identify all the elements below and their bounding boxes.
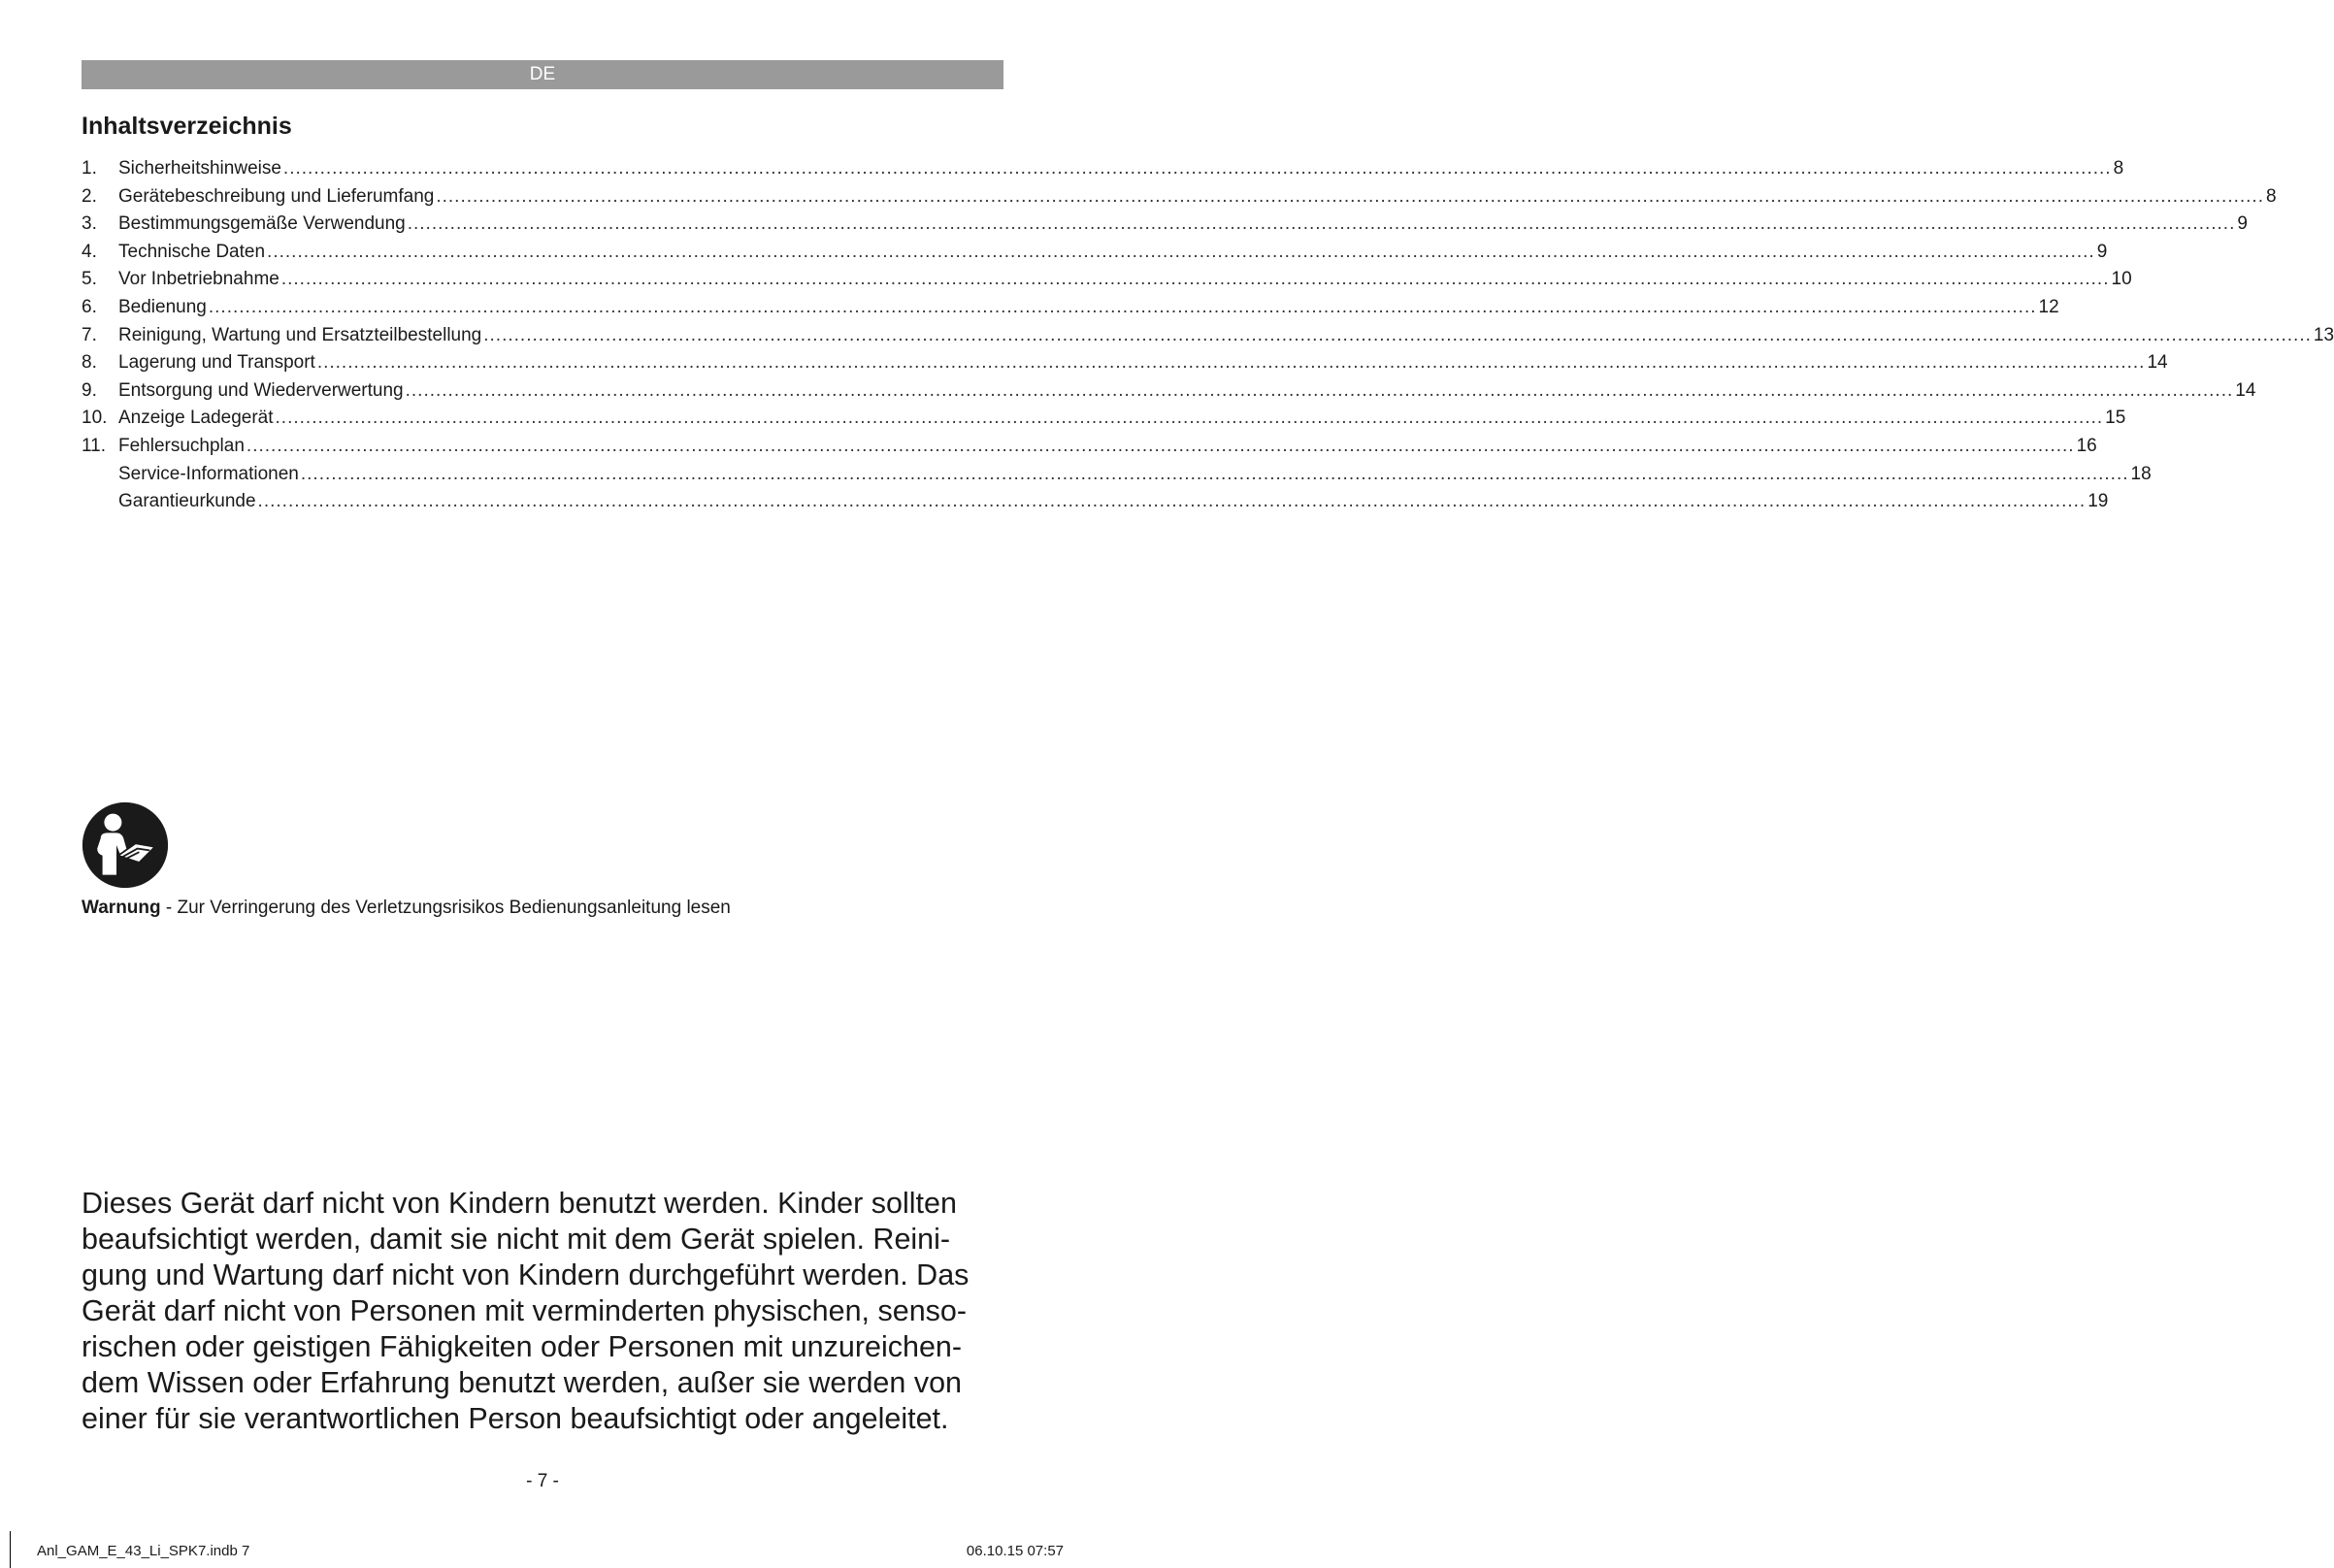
toc-dot-leader: ............................................................................................................................................................................................................................................................................................................ <box>407 213 2236 235</box>
toc-entry-label: Service-Informationen <box>118 463 299 484</box>
toc-entry-page: 14 <box>2147 352 2168 374</box>
toc-entry <box>82 211 2248 239</box>
toc-title: Inhaltsverzeichnis <box>82 113 292 140</box>
toc-entry-number: 8. <box>82 352 97 374</box>
toc-entry <box>82 155 2124 183</box>
toc-dot-leader: ............................................................................................................................................................................................................................................................................................................ <box>282 158 2112 179</box>
toc-entry-number: 3. <box>82 213 97 235</box>
toc-entry <box>82 266 2132 294</box>
toc-entry-page: 19 <box>2087 491 2109 512</box>
table-of-contents <box>82 155 2334 516</box>
notice-line: Dieses Gerät darf nicht von Kindern benutzt werden. Kinder sollten <box>82 1187 957 1220</box>
toc-entry-number: 9. <box>82 379 97 401</box>
toc-entry-label: Technische Daten <box>118 241 266 262</box>
toc-entry-page: 15 <box>2105 408 2126 429</box>
toc-entry-page: 8 <box>2266 185 2277 207</box>
toc-entry-label: Vor Inbetriebnahme <box>118 269 279 290</box>
language-header-bar <box>82 60 1003 89</box>
toc-dot-leader: ............................................................................................................................................................................................................................................................................................................ <box>405 379 2234 401</box>
read-manual-icon <box>82 801 169 889</box>
toc-entry <box>82 433 2097 461</box>
toc-entry-page: 14 <box>2235 379 2256 401</box>
toc-entry <box>82 183 2277 212</box>
toc-entry-number: 6. <box>82 296 97 317</box>
toc-entry <box>82 239 2108 267</box>
toc-dot-leader: ............................................................................................................................................................................................................................................................................................................ <box>483 324 2312 345</box>
toc-dot-leader: ............................................................................................................................................................................................................................................................................................................ <box>300 463 2129 484</box>
warning-label: Warnung <box>82 898 161 918</box>
notice-line: beaufsichtigt werden, damit sie nicht mit dem Gerät spielen. Reini- <box>82 1223 951 1256</box>
toc-dot-leader: ............................................................................................................................................................................................................................................................................................................ <box>280 269 2110 290</box>
footer-timestamp: 06.10.15 07:57 <box>966 1543 1064 1559</box>
toc-entry-page: 16 <box>2076 435 2097 456</box>
toc-entry-number: 10. <box>82 408 108 429</box>
toc-entry <box>82 377 2256 406</box>
toc-entry-number: 4. <box>82 241 97 262</box>
footer-filename: Anl_GAM_E_43_Li_SPK7.indb 7 <box>37 1543 250 1559</box>
toc-entry-label: Gerätebeschreibung und Lieferumfang <box>118 185 435 207</box>
toc-entry <box>82 461 2152 489</box>
notice-line: dem Wissen oder Erfahrung benutzt werden, außer sie werden von <box>82 1366 963 1399</box>
toc-dot-leader: ............................................................................................................................................................................................................................................................................................................ <box>257 491 2087 512</box>
toc-entry-number: 1. <box>82 158 97 179</box>
toc-entry-number: 11. <box>82 435 107 456</box>
toc-entry <box>82 488 2109 516</box>
toc-entry-label: Bestimmungsgemäße Verwendung <box>118 213 406 235</box>
toc-entry-number: 2. <box>82 185 97 207</box>
toc-entry <box>82 322 2334 350</box>
crop-mark <box>10 1531 11 1568</box>
toc-entry-page: 18 <box>2130 463 2152 484</box>
toc-entry-label: Bedienung <box>118 296 207 317</box>
page-number: - 7 - <box>526 1471 559 1491</box>
toc-dot-leader: ............................................................................................................................................................................................................................................................................................................ <box>316 352 2146 374</box>
toc-entry-label: Entsorgung und Wiederverwertung <box>118 379 404 401</box>
warning-message: - Zur Verringerung des Verletzungsrisikos Bedienungsanleitung lesen <box>160 898 731 918</box>
notice-line: Gerät darf nicht von Personen mit verminderten physischen, senso- <box>82 1294 968 1327</box>
toc-entry <box>82 349 2168 377</box>
language-label: DE <box>529 64 556 84</box>
toc-entry <box>82 294 2059 322</box>
toc-entry-label: Anzeige Ladegerät <box>118 408 274 429</box>
notice-line: rischen oder geistigen Fähigkeiten oder Personen mit unzureichen- <box>82 1330 963 1363</box>
toc-dot-leader: ............................................................................................................................................................................................................................................................................................................ <box>267 241 2095 262</box>
toc-entry-page: 9 <box>2237 213 2248 235</box>
toc-entry-number: 5. <box>82 269 97 290</box>
notice-line: gung und Wartung darf nicht von Kindern durchgeführt werden. Das <box>82 1258 970 1291</box>
toc-dot-leader: ............................................................................................................................................................................................................................................................................................................ <box>275 408 2104 429</box>
toc-entry-label: Sicherheitshinweise <box>118 158 281 179</box>
toc-entry-page: 10 <box>2111 269 2132 290</box>
toc-entry-page: 12 <box>2038 296 2059 317</box>
toc-entry <box>82 405 2126 433</box>
toc-entry-page: 13 <box>2313 324 2334 345</box>
toc-entry-label: Reinigung, Wartung und Ersatzteilbestellung <box>118 324 482 345</box>
toc-dot-leader: ............................................................................................................................................................................................................................................................................................................ <box>246 435 2075 456</box>
safety-notice <box>82 1186 1013 1437</box>
toc-entry-page: 8 <box>2113 158 2124 179</box>
notice-line: einer für sie verantwortlichen Person beaufsichtigt oder angeleitet. <box>82 1402 949 1435</box>
toc-entry-label: Lagerung und Transport <box>118 352 315 374</box>
toc-entry-label: Garantieurkunde <box>118 491 256 512</box>
warning-text <box>82 898 731 919</box>
toc-entry-label: Fehlersuchplan <box>118 435 245 456</box>
toc-entry-page: 9 <box>2096 241 2108 262</box>
toc-dot-leader: ............................................................................................................................................................................................................................................................................................................ <box>208 296 2037 317</box>
toc-dot-leader: ............................................................................................................................................................................................................................................................................................................ <box>436 185 2264 207</box>
toc-entry-number: 7. <box>82 324 97 345</box>
